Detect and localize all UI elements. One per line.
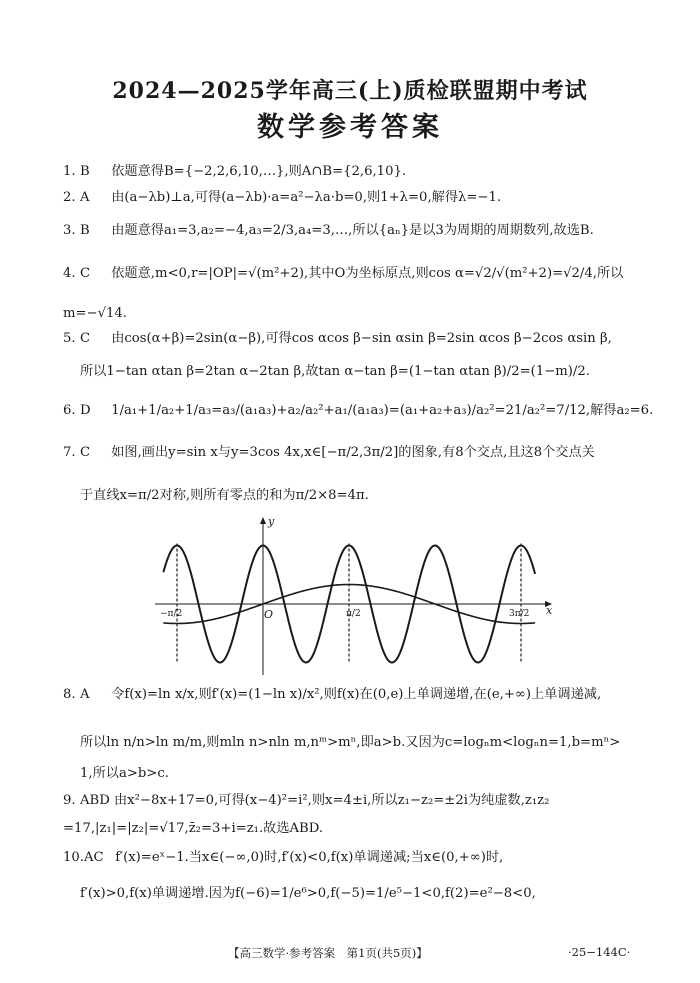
answer-letter: B bbox=[80, 164, 90, 179]
question-number: 8. bbox=[63, 687, 76, 702]
solution-text: 令f(x)=ln x/x,则f′(x)=(1−ln x)/x²,则f(x)在(0,e)上单调递增,在(e,+∞)上单调递减, bbox=[111, 687, 602, 702]
question-number: 5. bbox=[63, 331, 76, 346]
solution-text: 由(a−λb)⊥a,可得(a−λb)·a=a²−λa·b=0,则1+λ=0,解得λ=−1. bbox=[111, 190, 502, 205]
question-9 bbox=[63, 792, 638, 810]
question-10 bbox=[63, 849, 638, 867]
question-number: 6. bbox=[63, 403, 76, 418]
solution-text: 依题意得B={−2,2,6,10,…},则A∩B={2,6,10}. bbox=[111, 164, 407, 179]
question-8-continued-2: 1,所以a>b>c. bbox=[80, 766, 169, 781]
answer-letter: AC bbox=[83, 850, 104, 865]
answer-letter: C bbox=[80, 331, 91, 346]
tick-label-neg-pi-half: −π/2 bbox=[160, 609, 183, 619]
answer-key-title: 数学参考答案 bbox=[257, 112, 443, 143]
question-number: 7. bbox=[63, 445, 76, 460]
answer-letter: B bbox=[80, 223, 90, 238]
question-9-continued: =17,|z₁|=|z₂|=√17,z̄₂=3+i=z₁.故选ABD. bbox=[63, 821, 324, 836]
question-5-continued: 所以1−tan αtan β=2tan α−2tan β,故tan α−tan β=(1−tan αtan β)/2=(1−m)/2. bbox=[80, 364, 590, 379]
tick-label-pi-half: π/2 bbox=[346, 609, 361, 619]
question-number: 10. bbox=[63, 850, 84, 865]
question-number: 1. bbox=[63, 164, 76, 179]
footer-page-info: 【高三数学·参考答案 第1页(共5页)】 bbox=[228, 946, 428, 960]
question-8-continued: 所以ln n/n>ln m/m,则mln n>nln m,nᵐ>mⁿ,即a>b.又因为c=logₙm<logₙn=1,b=mⁿ> bbox=[80, 735, 621, 750]
exam-title: 2024—2025学年高三(上)质检联盟期中考试 bbox=[112, 78, 588, 104]
solution-text: f′(x)=eˣ−1.当x∈(−∞,0)时,f′(x)<0,f(x)单调递减;当x∈(0,+∞)时, bbox=[115, 850, 504, 865]
question-10-continued: f′(x)>0,f(x)单调递增.因为f(−6)=1/e⁶>0,f(−5)=1/e⁵−1<0,f(2)=e²−8<0, bbox=[80, 886, 536, 901]
solution-text: 由cos(α+β)=2sin(α−β),可得cos αcos β−sin αsin β=2sin αcos β−2cos αsin β, bbox=[111, 331, 612, 346]
question-number: 3. bbox=[63, 223, 76, 238]
solution-text: 依题意,m<0,r=|OP|=√(m²+2),其中O为坐标原点,则cos α=√2/√(m²+2)=√2/4,所以 bbox=[111, 266, 624, 281]
origin-label: O bbox=[264, 608, 274, 621]
question-number: 4. bbox=[63, 266, 76, 281]
answer-letter: A bbox=[80, 687, 90, 702]
question-number: 2. bbox=[63, 190, 76, 205]
answer-letter: C bbox=[80, 445, 91, 460]
question-7-continued: 于直线x=π/2对称,则所有零点的和为π/2×8=4π. bbox=[80, 488, 369, 503]
answer-letter: ABD bbox=[80, 793, 110, 808]
question-8 bbox=[63, 686, 638, 704]
footer-code: ·25−144C· bbox=[568, 945, 631, 959]
tick-label-3pi-half: 3π/2 bbox=[509, 609, 530, 619]
solution-text: 如图,画出y=sin x与y=3cos 4x,x∈[−π/2,3π/2]的图象,有8个交点,且这8个交点关 bbox=[111, 445, 595, 460]
solution-text: 1/a₁+1/a₂+1/a₃=a₃/(a₁a₃)+a₂/a₂²+a₁/(a₁a₃)=(a₁+a₂+a₃)/a₂²=21/a₂²=7/12,解得a₂=6. bbox=[111, 403, 654, 418]
answer-letter: A bbox=[80, 190, 90, 205]
x-axis-label: x bbox=[546, 604, 553, 617]
y-axis-label: y bbox=[268, 515, 275, 528]
answer-letter: D bbox=[80, 403, 91, 418]
question-number: 9. bbox=[63, 793, 76, 808]
y-axis-arrow bbox=[260, 517, 266, 524]
answer-letter: C bbox=[80, 266, 91, 281]
question-4-continued: m=−√14. bbox=[63, 306, 127, 321]
solution-text: 由x²−8x+17=0,可得(x−4)²=i²,则x=4±i,所以z₁−z₂=±2i为纯虚数,z₁z₂ bbox=[114, 793, 550, 808]
solution-text: 由题意得a₁=3,a₂=−4,a₃=2/3,a₄=3,…,所以{aₙ}是以3为周期的周期数列,故选B. bbox=[111, 223, 594, 238]
